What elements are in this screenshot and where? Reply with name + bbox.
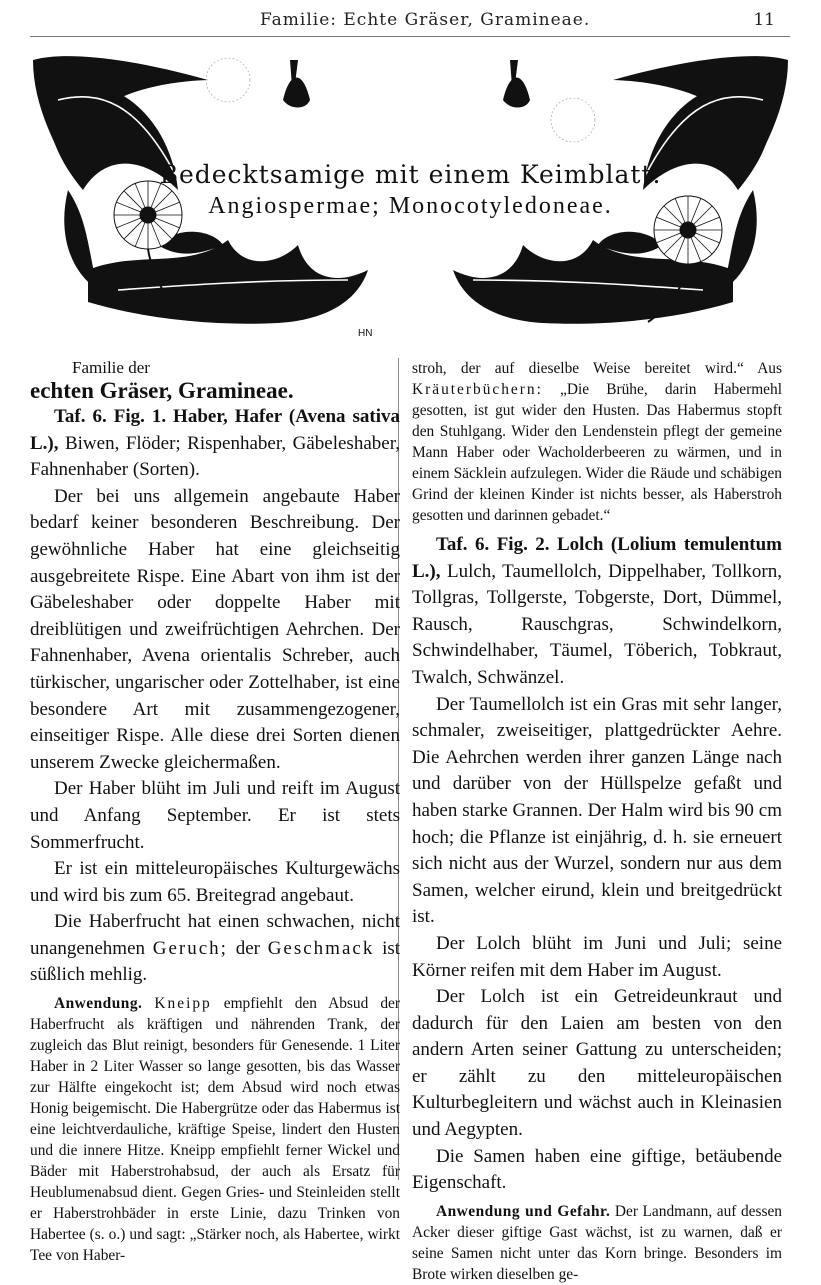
- family-label: Familie der: [72, 358, 150, 377]
- family-name: echten Gräser, Gramineae.: [30, 378, 294, 403]
- avena-p4-geruch: Geruch;: [152, 937, 228, 959]
- lolium-anwendung: [412, 1201, 782, 1285]
- avena-p4-geschmack: Geschmack: [267, 937, 375, 959]
- entry-lolium-heading: Taf. 6. Fig. 2. Lolch (Lolium temulentum L.),: [412, 534, 782, 582]
- page-number: 11: [753, 10, 775, 30]
- entry-avena-synonyms: Biwen, Flöder; Rispenhaber, Gäbeleshaber, Fahnenhaber (Sorten).: [30, 432, 401, 481]
- avena-paragraph-4: [30, 909, 400, 989]
- avena-anwendung-text: empfiehlt den Absud der Haberfrucht als kräftigen und nährenden Trank, der zugleich das Blut reinigt, besonders für Genesende. 1 Liter Haber in 2 Liter Wasser so lange gesotten, bis das Wasser zur Hälfte eingekocht ist; dem Absud wird noch etwas Honig beigemischt. Die Habergrütze oder das Habermus ist eine leichtverdauliche, kräftige Speise, lindert den Husten und die innere Hitze. Kneipp empfiehlt ferner Wickel und Bäder mit Haberstrohabsud, der auch als Ersatz für Heublumenabsud dient. Gegen Gries- und Steinleiden stellt er Haberstrohbäder in erste Linie, dazu Trinken von Habertee (s. o.) und sagt: „Stärker noch, als Habertee, wirkt Tee von Haber-: [30, 995, 400, 1265]
- lolium-paragraph-4: Die Samen haben eine giftige, betäubende Eigenschaft.: [412, 1145, 782, 1194]
- avena-p4-post: ist süßlich mehlig.: [30, 937, 401, 986]
- entry-lolium: [412, 532, 782, 692]
- lolium-paragraph-2: Der Lolch blüht im Juni und Juli; seine Körner reifen mit dem Haber im August.: [412, 932, 782, 981]
- lolium-anwendung-text: Der Landmann, auf dessen Acker dieser giftige Gast wächst, ist zu warnen, daß er seine Samen nicht unter das Korn bringe. Besonders im Brote wirken dieselben ge-: [412, 1202, 782, 1283]
- left-column: [30, 358, 400, 1266]
- ornament-monogram: HN: [358, 328, 373, 339]
- avena-anwendung: [30, 993, 400, 1266]
- continuation-post: „Die Brühe, darin Habermehl gesotten, ist gut wider den Husten. Das Habermus stopft den Stuhlgang. Wider den Lendenstein pflegt der gemeine Mann Haber oder Wacholderbeeren zu wärmen, und in einem Säcklein aufzulegen. Wider die Räude und schäbigen Grind der kleinen Kinder ist nichts besser, als Haberstroh gesotten und darinnen gebadet.“: [412, 381, 782, 524]
- entry-avena: [30, 404, 400, 484]
- lolium-paragraph-1: Der Taumellolch ist ein Gras mit sehr langer, schmaler, zweiseitiger, plattgedrückter Aehre. Die Aehrchen werden ihrer ganzen Länge nach und darüber von der Hüllspelze gefaßt und haben starke Grannen. Der Halm wird bis 90 cm hoch; die Pflanze ist einjährig, d. h. sie erneuert sich nicht aus der Wurzel, sondern nur aus dem Samen, welcher eirund, klein und breitgedrückt ist.: [412, 693, 782, 928]
- entry-avena-heading: Taf. 6. Fig. 1. Haber, Hafer (Avena sativa L.),: [30, 406, 400, 454]
- right-column: [412, 358, 782, 1285]
- section-title: [0, 160, 821, 220]
- entry-lolium-synonyms: Lulch, Taumellolch, Dippelhaber, Tollkorn, Tollgras, Tollgerste, Tobgerste, Dort, Dümmel, Rausch, Rauschgras, Schwindelkorn, Schwindelhaber, Täumel, Töberich, Tobkraut, Twalch, Schwänzel.: [412, 560, 782, 688]
- lolium-anwendung-label: Anwendung und Gefahr.: [436, 1202, 611, 1220]
- continuation-spaced: Kräuterbüchern:: [412, 381, 543, 398]
- avena-paragraph-1: Der bei uns allgemein angebaute Haber bedarf keiner besonderen Beschreibung. Der gewöhnliche Haber hat eine gleichseitig ausgebreitete Rispe. Eine Abart von ihm ist der Gäbeleshaber oder doppelte Haber mit dreiblütigen und zweifrüchtigen Aehrchen. Der Fahnenhaber, Avena orientalis Schreber, auch türkischer, ungarischer oder Zottelhaber, ist eine besondere Art mit zusammengezogener, einseitiger Rispe. Alle diese drei Sorten dienen unserem Zwecke gleichermaßen.: [30, 485, 400, 773]
- avena-anwendung-kneipp: Kneipp: [154, 995, 212, 1013]
- avena-anwendung-label: Anwendung.: [54, 995, 143, 1013]
- avena-paragraph-3: Er ist ein mitteleuropäisches Kulturgewächs und wird bis zum 65. Breitegrad angebaut.: [30, 858, 400, 906]
- avena-paragraph-2: Der Haber blüht im Juli und reift im August und Anfang September. Er ist stets Sommerfrucht.: [30, 778, 400, 853]
- running-title: Familie: Echte Gräser, Gramineae.: [260, 10, 591, 30]
- section-title-german: Bedecktsamige mit einem Keimblatt.: [159, 160, 662, 189]
- avena-p4-pre: Die Haberfrucht hat einen schwachen, nicht unangenehmen: [30, 911, 400, 959]
- lolium-paragraph-3: Der Lolch ist ein Getreideunkraut und dadurch für den Laien am besten von den andern Arten seiner Gattung zu unterscheiden; er zählt zu den mitteleuropäischen Kulturbegleitern und wächst auch in Kleinasien und Aegypten.: [412, 986, 782, 1141]
- avena-p4-mid: der: [235, 937, 260, 959]
- section-title-latin: Angiospermae; Monocotyledoneae.: [208, 193, 613, 219]
- avena-continuation: [412, 358, 782, 526]
- header-rule: [30, 36, 790, 37]
- continuation-pre: stroh, der auf dieselbe Weise bereitet wird.“ Aus: [412, 360, 782, 377]
